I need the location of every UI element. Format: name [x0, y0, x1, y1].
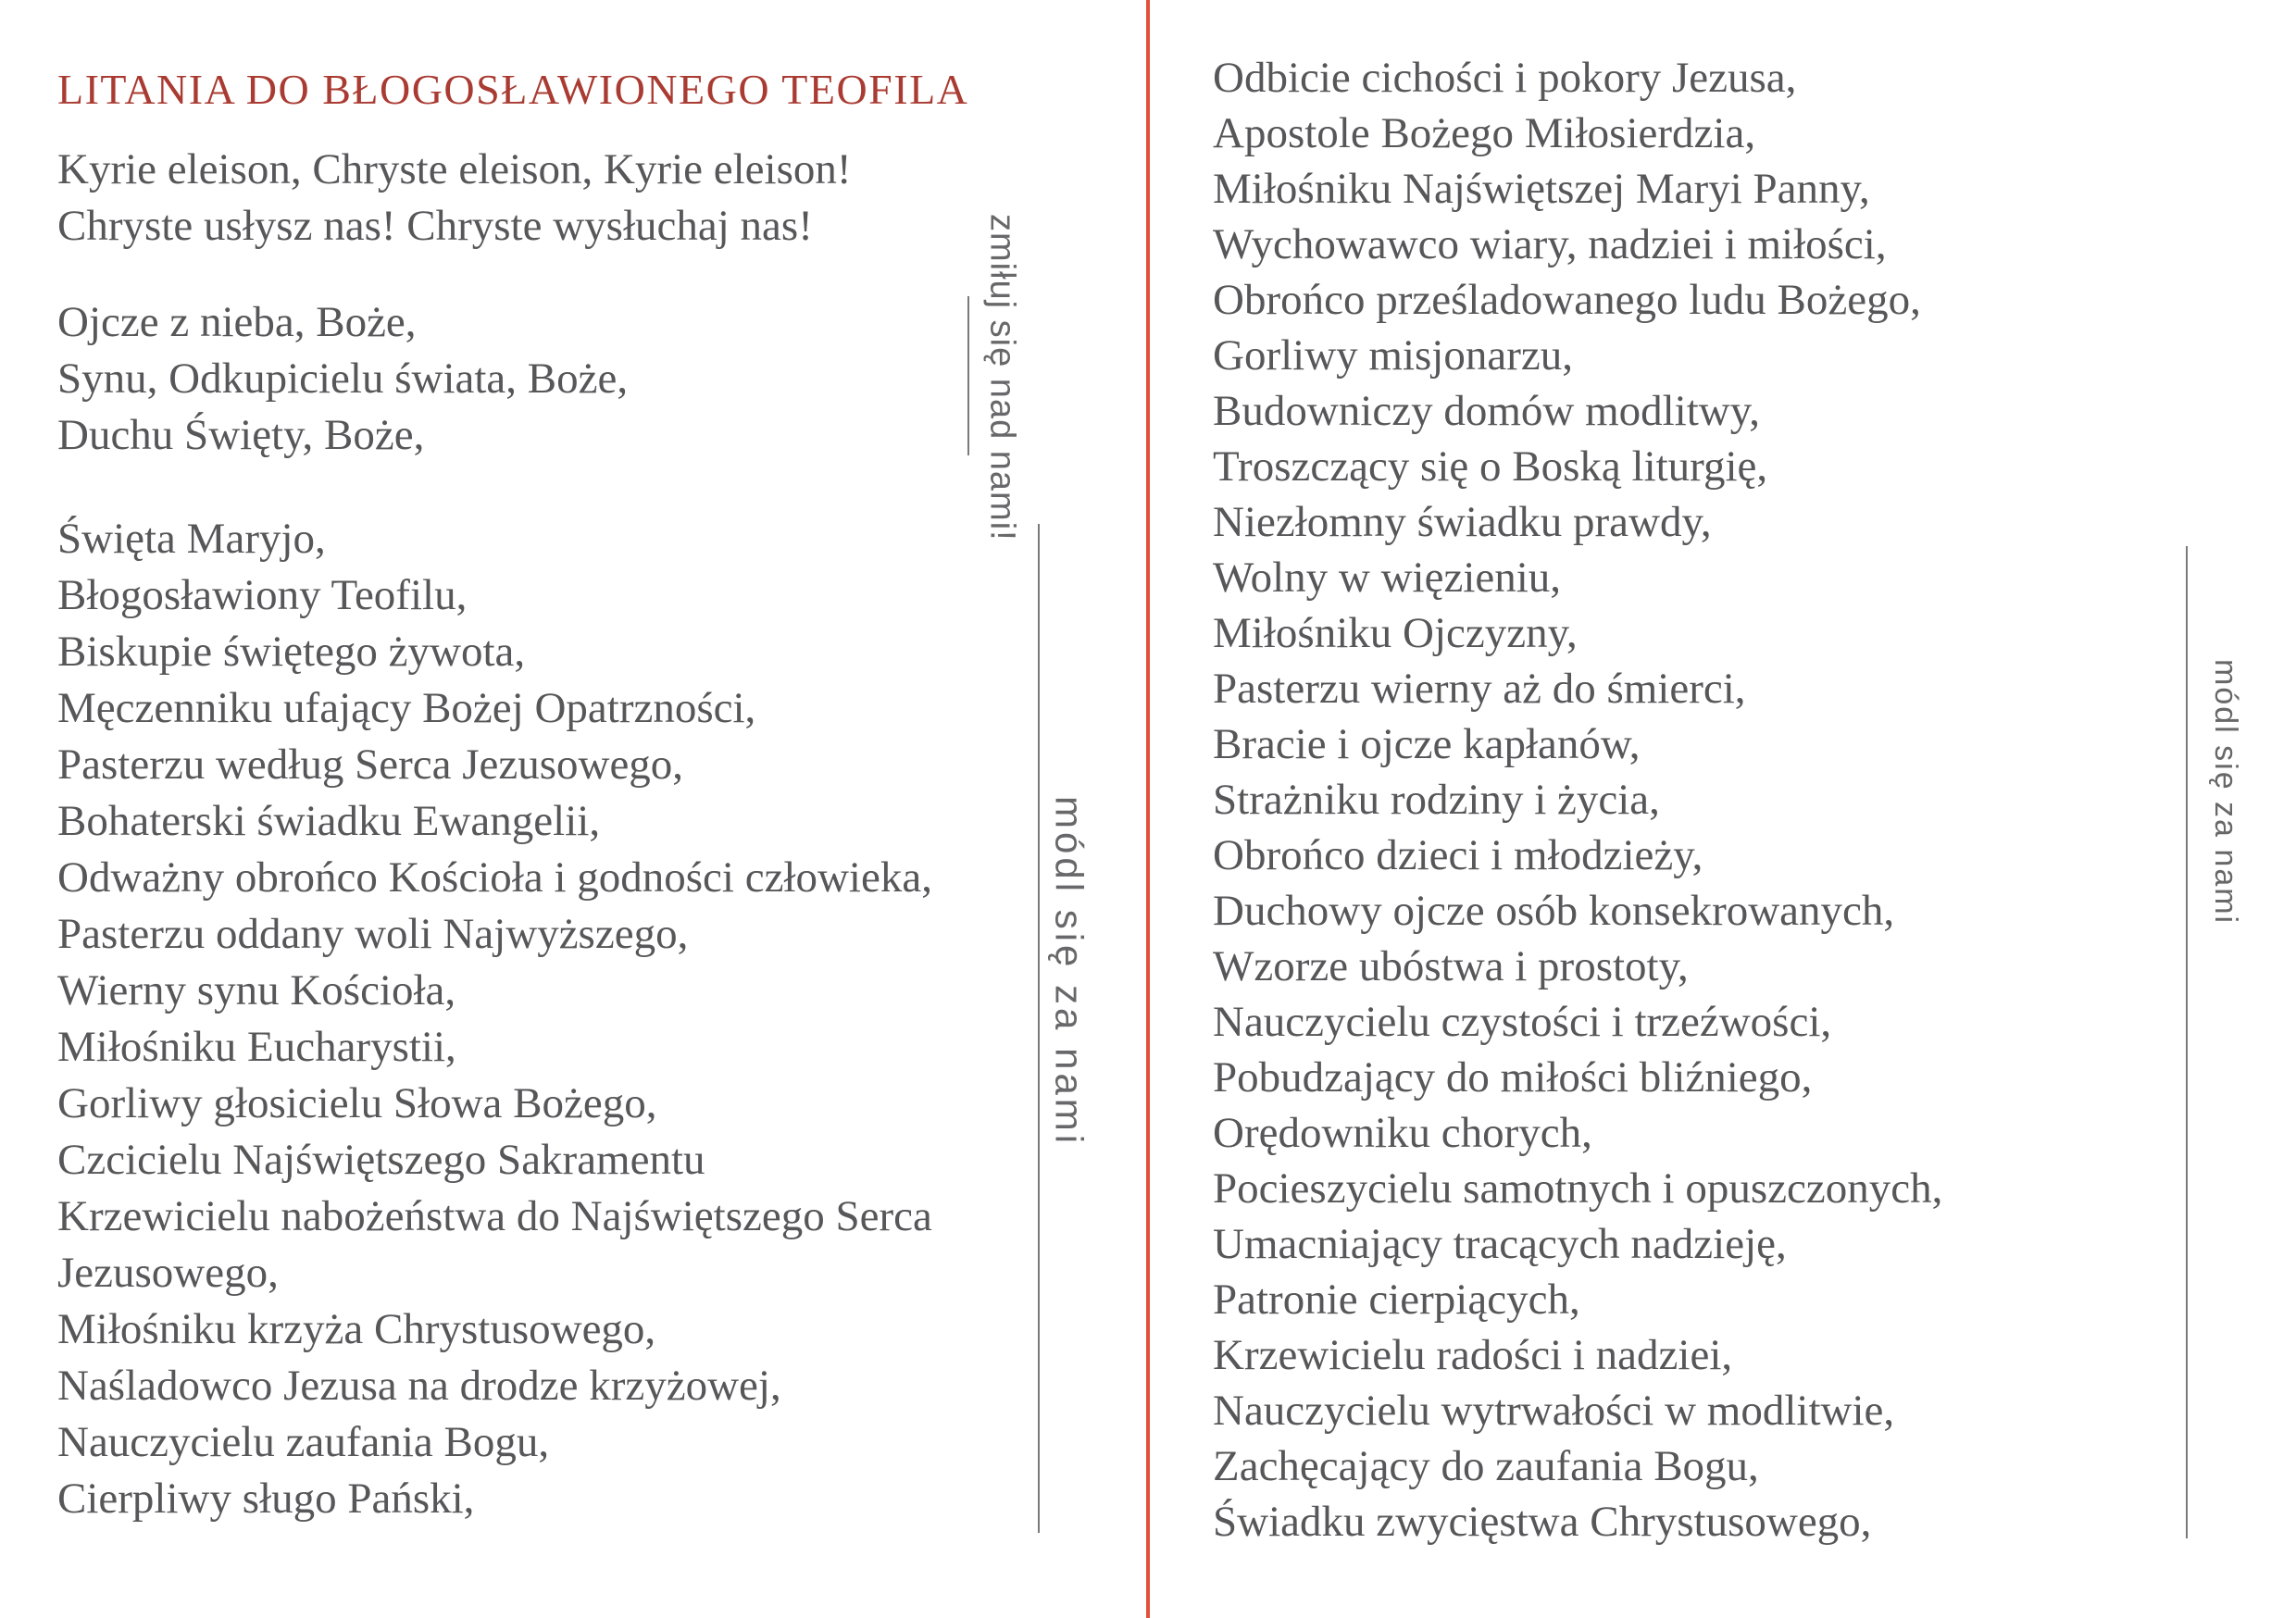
litany-line: Gorliwy głosicielu Słowa Bożego,	[57, 1079, 657, 1127]
saint-invocations-block	[57, 511, 932, 1527]
litany-line: Ojcze z nieba, Boże,	[57, 298, 417, 346]
litany-line: Odbicie cichości i pokory Jezusa,	[1213, 54, 1797, 102]
litany-line: Kyrie eleison, Chryste eleison, Kyrie eleison!	[57, 145, 852, 193]
litany-line: Strażniku rodziny i życia,	[1213, 776, 1660, 824]
litany-line: Święta Maryjo,	[57, 515, 326, 563]
litany-line: Troszczący się o Boską liturgię,	[1213, 442, 1768, 491]
litany-line: Wolny w więzieniu,	[1213, 554, 1562, 602]
litany-line: Niezłomny świadku prawdy,	[1213, 498, 1712, 546]
litany-line: Pasterzu wierny aż do śmierci,	[1213, 665, 1746, 713]
litany-line: Nauczycielu zaufania Bogu,	[57, 1418, 550, 1466]
litany-line: Miłośniku krzyża Chrystusowego,	[57, 1305, 656, 1353]
litany-line: Synu, Odkupicielu świata, Boże,	[57, 355, 629, 403]
litany-line: Wychowawco wiary, nadziei i miłości,	[1213, 220, 1887, 268]
litany-line: Patronie cierpiących,	[1213, 1276, 1580, 1324]
litany-line: Biskupie świętego żywota,	[57, 628, 526, 676]
response-text-pray-right: módl się za nami	[2208, 659, 2244, 926]
litany-line: Jezusowego,	[57, 1249, 279, 1297]
page-title: LITANIA DO BŁOGOSŁAWIONEGO TEOFILA	[57, 66, 969, 113]
response-rule-pray-left	[1038, 524, 1040, 1533]
litany-line: Naśladowco Jezusa na drodze krzyżowej,	[57, 1362, 781, 1410]
litany-line: Duchowy ojcze osób konsekrowanych,	[1213, 887, 1895, 935]
litany-line: Apostole Bożego Miłosierdzia,	[1213, 109, 1756, 157]
litany-line: Gorliwy misjonarzu,	[1213, 331, 1573, 380]
god-invocations-block	[57, 294, 628, 464]
intro-block	[57, 142, 852, 255]
litany-line: Świadku zwycięstwa Chrystusowego,	[1213, 1498, 1872, 1546]
litany-line: Obrońco prześladowanego ludu Bożego,	[1213, 276, 1921, 324]
litany-line: Umacniający tracących nadzieję,	[1213, 1220, 1787, 1268]
litany-line: Zachęcający do zaufania Bogu,	[1213, 1442, 1759, 1490]
litany-line: Duchu Święty, Boże,	[57, 411, 425, 459]
right-invocations-block	[1213, 50, 1942, 1550]
litany-line: Bohaterski świadku Ewangelii,	[57, 797, 601, 845]
litany-line: Budowniczy domów modlitwy,	[1213, 387, 1760, 435]
response-text-mercy: zmiłuj się nad nami!	[982, 214, 1022, 541]
litany-line: Wzorze ubóstwa i prostoty,	[1213, 942, 1689, 990]
litany-line: Miłośniku Ojczyzny,	[1213, 609, 1578, 657]
litany-line: Pobudzający do miłości bliźniego,	[1213, 1053, 1813, 1101]
litany-line: Nauczycielu czystości i trzeźwości,	[1213, 998, 1832, 1046]
litany-line: Orędowniku chorych,	[1213, 1109, 1592, 1157]
litany-line: Krzewicielu nabożeństwa do Najświętszego Serca	[57, 1192, 932, 1240]
litany-line: Krzewicielu radości i nadziei,	[1213, 1331, 1733, 1379]
litany-line: Wierny synu Kościoła,	[57, 966, 456, 1014]
litany-line: Cierpliwy sługo Pański,	[57, 1475, 475, 1523]
litany-line: Pasterzu oddany woli Najwyższego,	[57, 910, 689, 958]
litany-line: Nauczycielu wytrwałości w modlitwie,	[1213, 1387, 1895, 1435]
litany-line: Czcicielu Najświętszego Sakramentu	[57, 1136, 705, 1184]
litany-line: Męczenniku ufający Bożej Opatrzności,	[57, 684, 756, 732]
litany-line: Pocieszycielu samotnych i opuszczonych,	[1213, 1164, 1943, 1213]
litany-line: Miłośniku Najświętszej Maryi Panny,	[1213, 165, 1870, 213]
litany-line: Bracie i ojcze kapłanów,	[1213, 720, 1641, 768]
litany-line: Pasterzu według Serca Jezusowego,	[57, 741, 684, 789]
litany-line: Obrońco dzieci i młodzieży,	[1213, 831, 1703, 879]
litany-line: Błogosławiony Teofilu,	[57, 571, 468, 619]
litany-line: Chryste usłysz nas! Chryste wysłuchaj nas!	[57, 202, 813, 250]
litany-line: Miłośniku Eucharystii,	[57, 1023, 456, 1071]
litany-line: Odważny obrońco Kościoła i godności człowieka,	[57, 853, 932, 902]
response-text-pray-left: módl się za nami	[1047, 796, 1092, 1148]
center-fold-divider	[1146, 0, 1150, 1618]
response-rule-pray-right	[2186, 546, 2188, 1538]
response-rule-mercy	[967, 296, 969, 455]
